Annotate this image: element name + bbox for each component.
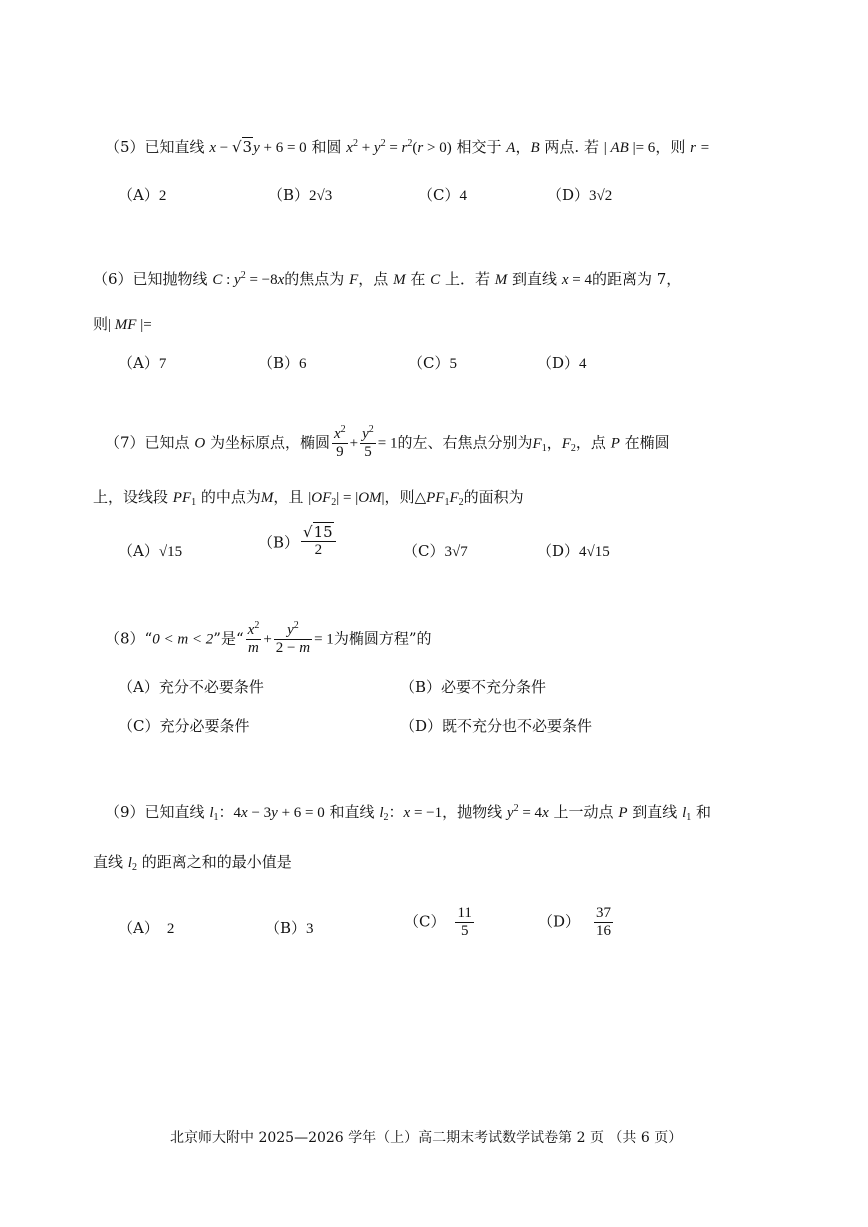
option-value: 5	[449, 356, 457, 372]
q8-text-1: “	[144, 629, 153, 648]
option-value: 3√2	[589, 188, 613, 204]
q7-foci: $F_1$，$F_2$	[532, 435, 576, 454]
option-value: 2	[166, 921, 175, 937]
q9-option-b[interactable]	[265, 917, 314, 938]
q8-option-d[interactable]	[400, 715, 592, 736]
q9-text-7: 直线	[93, 853, 124, 871]
q9-parabola: $y^2 = 4x$	[506, 803, 549, 821]
q9-line-l1: $l_1$	[209, 805, 219, 823]
q5-option-c[interactable]	[418, 184, 467, 205]
q6-point-m-2: M	[494, 272, 508, 288]
q8-option-c[interactable]	[118, 715, 250, 736]
q9-number: （9）	[105, 803, 145, 821]
q5-text-4: 两点. 若	[544, 138, 599, 156]
q5-option-d[interactable]	[547, 184, 612, 205]
q9-line-l1-ref: $l_1$	[682, 805, 692, 823]
option-label: （D）	[547, 186, 590, 204]
option-value: 4√15	[579, 544, 610, 560]
q5-line-equation: x − √3y + 6 = 0	[209, 138, 307, 156]
q9-point-p: P	[618, 805, 628, 821]
q6-number: （6）	[93, 270, 133, 288]
q5-point-b: B	[530, 140, 540, 156]
q5-r-equals: r =	[690, 140, 710, 156]
q6-text-4: 在	[410, 270, 426, 288]
option-value: 4	[459, 188, 467, 204]
q9-line-l2: $l_2$	[379, 805, 389, 823]
q7-text-6: 上，设线段	[93, 488, 169, 506]
q9-stem-line1	[105, 801, 711, 822]
option-label: （C）	[408, 354, 450, 372]
q8-condition: 0 < m < 2	[152, 631, 214, 648]
option-value: 3	[306, 921, 314, 937]
option-value: √15	[158, 544, 183, 560]
option-value: 3√7	[444, 544, 468, 560]
q9-text-2: 和直线	[329, 803, 375, 821]
option-value: 6	[299, 356, 307, 372]
q7-option-c[interactable]	[403, 540, 468, 561]
option-label: （B）	[258, 533, 300, 552]
option-label: （C）	[118, 717, 160, 735]
q7-option-d[interactable]	[537, 540, 610, 561]
q5-stem	[105, 136, 710, 157]
option-label: （A）	[118, 919, 159, 937]
option-label: （A）	[118, 542, 159, 560]
q5-text-1: 已知直线	[144, 138, 205, 156]
q9-stem-line2	[93, 851, 292, 872]
q9-text-4: 上一动点	[553, 803, 614, 821]
q5-ab-length: | AB |= 6	[603, 140, 656, 156]
q7-text-2: 为坐标原点，椭圆	[209, 433, 330, 452]
q6-text-2: 的焦点为	[284, 270, 345, 288]
q7-segment-pf1: $PF_1$	[172, 490, 197, 508]
q7-abs-equation: $|OF_2| = |OM|$	[308, 490, 385, 508]
q9-text-6: 和	[696, 803, 712, 821]
q7-stem-line2	[93, 486, 524, 507]
q9-option-a[interactable]	[118, 917, 174, 938]
q6-text-5: 上．若	[444, 270, 490, 288]
q7-origin-o: O	[194, 435, 206, 452]
q9-text-3: ，抛物线	[442, 803, 503, 821]
option-value: 2	[158, 188, 167, 204]
q5-circle-equation: $x^2 + y^2 = r^2(r > 0)$	[346, 138, 452, 156]
q7-text-1: 已知点	[144, 433, 190, 452]
q9-text-5: 到直线	[632, 803, 678, 821]
q8-text-2: ”是“	[213, 629, 244, 648]
q7-midpoint-m: M	[260, 490, 274, 506]
q6-option-c[interactable]	[408, 352, 457, 373]
q6-parabola: C : $y^2 = -8x$	[212, 270, 285, 288]
q5-number: （5）	[105, 138, 145, 156]
q7-frac-x2-9: $\frac{x^2}{9}$	[333, 424, 346, 460]
q9-text-8: 的距离之和的最小值是	[141, 853, 292, 871]
q6-mf-abs: | MF |=	[108, 317, 152, 333]
q8-option-a[interactable]	[118, 676, 264, 697]
q9-colon-1: ：	[218, 803, 234, 821]
option-value: 2√3	[309, 188, 333, 204]
q7-text-3: 的左、右焦点分别为	[397, 433, 533, 452]
q5-text-3: 相交于	[456, 138, 502, 156]
option-value: 充分必要条件	[159, 717, 250, 735]
q5-option-a[interactable]	[118, 184, 166, 205]
q9-line-l2-ref: $l_2$	[127, 855, 137, 873]
q7-frac-y2-5: $\frac{y^2}{5}$	[362, 424, 374, 460]
q7-text-9: ，则	[384, 488, 415, 506]
q8-option-b[interactable]	[400, 676, 546, 697]
q5-sep: ，	[515, 138, 531, 156]
option-label: （C）	[403, 542, 445, 560]
q6-curve-c: C	[430, 272, 441, 288]
q6-stem-line1	[93, 268, 681, 289]
q6-text-8: 则	[93, 315, 109, 333]
q6-option-b[interactable]	[258, 352, 307, 373]
q6-line-x4: x = 4	[561, 272, 592, 288]
option-value: 充分不必要条件	[158, 678, 264, 696]
option-label: （C）	[418, 186, 460, 204]
option-label: （A）	[118, 354, 159, 372]
q8-stem: （8）“0 < m < 2”是“ $\frac{x^2}{m}$ + $\frac{y^2}{2 - m}$ = 1为椭圆方程”的	[105, 620, 432, 656]
q9-colon-2: ：	[388, 803, 404, 821]
q7-stem-line1: （7）已知点 O 为坐标原点，椭圆 $\frac{x^2}{9}$ + $\frac{y^2}{5}$ = 1的左、右焦点分别为$F_1$，$F_2$，点 P 在椭圆	[105, 424, 670, 460]
option-label: （C）	[404, 912, 446, 931]
q7-text-10: 的面积为	[463, 488, 524, 506]
q7-text-4: ，点	[575, 433, 606, 452]
option-label: （B）	[400, 678, 442, 696]
q6-text-3: ，点	[358, 270, 389, 288]
q7-option-a[interactable]	[118, 540, 182, 561]
q7-text-7: 的中点为	[200, 488, 261, 506]
q8-frac-x2-m: $\frac{x^2}{m}$	[247, 620, 260, 656]
option-label: （D）	[538, 912, 581, 931]
q6-text-7: 的距离为 7，	[591, 270, 682, 288]
option-value: $\frac{11}{5}$	[457, 905, 472, 939]
q7-text-8: ，且	[273, 488, 304, 506]
q5-text-2: 和圆	[311, 138, 342, 156]
q5-point-a: A	[506, 140, 516, 156]
q8-text-3: 为椭圆方程”的	[333, 629, 432, 648]
q7-text-5: 在椭圆	[624, 433, 670, 452]
page-footer: 北京师大附中 2025—2026 学年（上）高二期末考试数学试卷第 2 页 （共 6 页）	[170, 1130, 683, 1146]
q5-text-5: ，则	[655, 138, 686, 156]
q9-l2-equation: x = −1	[403, 805, 443, 821]
q7-option-b[interactable]	[258, 523, 338, 559]
q8-frac-y2-2m: $\frac{y^2}{2 - m}$	[275, 620, 311, 656]
option-label: （D）	[537, 354, 580, 372]
q7-eq-1: = 1	[377, 435, 398, 452]
option-value: 7	[158, 356, 167, 372]
option-label: （B）	[268, 186, 310, 204]
option-value: 既不充分也不必要条件	[442, 717, 593, 735]
option-value: $\frac{37}{16}$	[596, 905, 612, 939]
q6-focus-f: F	[349, 272, 359, 288]
q6-point-m: M	[393, 272, 406, 288]
q8-eq-1: = 1	[314, 631, 334, 648]
option-label: （D）	[400, 717, 443, 735]
q7-number: （7）	[105, 433, 145, 452]
q6-option-a[interactable]	[118, 352, 166, 373]
q7-point-p: P	[610, 435, 620, 452]
q9-option-d[interactable]	[538, 905, 615, 940]
q6-text-6: 到直线	[512, 270, 558, 288]
q6-option-d[interactable]	[537, 352, 587, 373]
q7-triangle: $\triangle PF_1F_2$	[414, 490, 464, 508]
option-label: （B）	[258, 354, 300, 372]
option-label: （A）	[118, 678, 159, 696]
option-label: （B）	[265, 919, 307, 937]
option-value: $\frac{√15}{2}$	[301, 524, 336, 559]
q9-l1-equation: 4x − 3y + 6 = 0	[233, 805, 325, 821]
option-label: （A）	[118, 186, 159, 204]
option-value: 4	[579, 356, 587, 372]
q6-stem-line2	[93, 313, 152, 334]
q9-text-1: 已知直线	[144, 803, 205, 821]
q8-number: （8）	[105, 629, 145, 648]
option-value: 必要不充分条件	[441, 678, 547, 696]
q6-text-1: 已知抛物线	[132, 270, 208, 288]
option-label: （D）	[537, 542, 580, 560]
q5-option-b[interactable]	[268, 184, 332, 205]
q9-option-c[interactable]	[404, 905, 476, 940]
